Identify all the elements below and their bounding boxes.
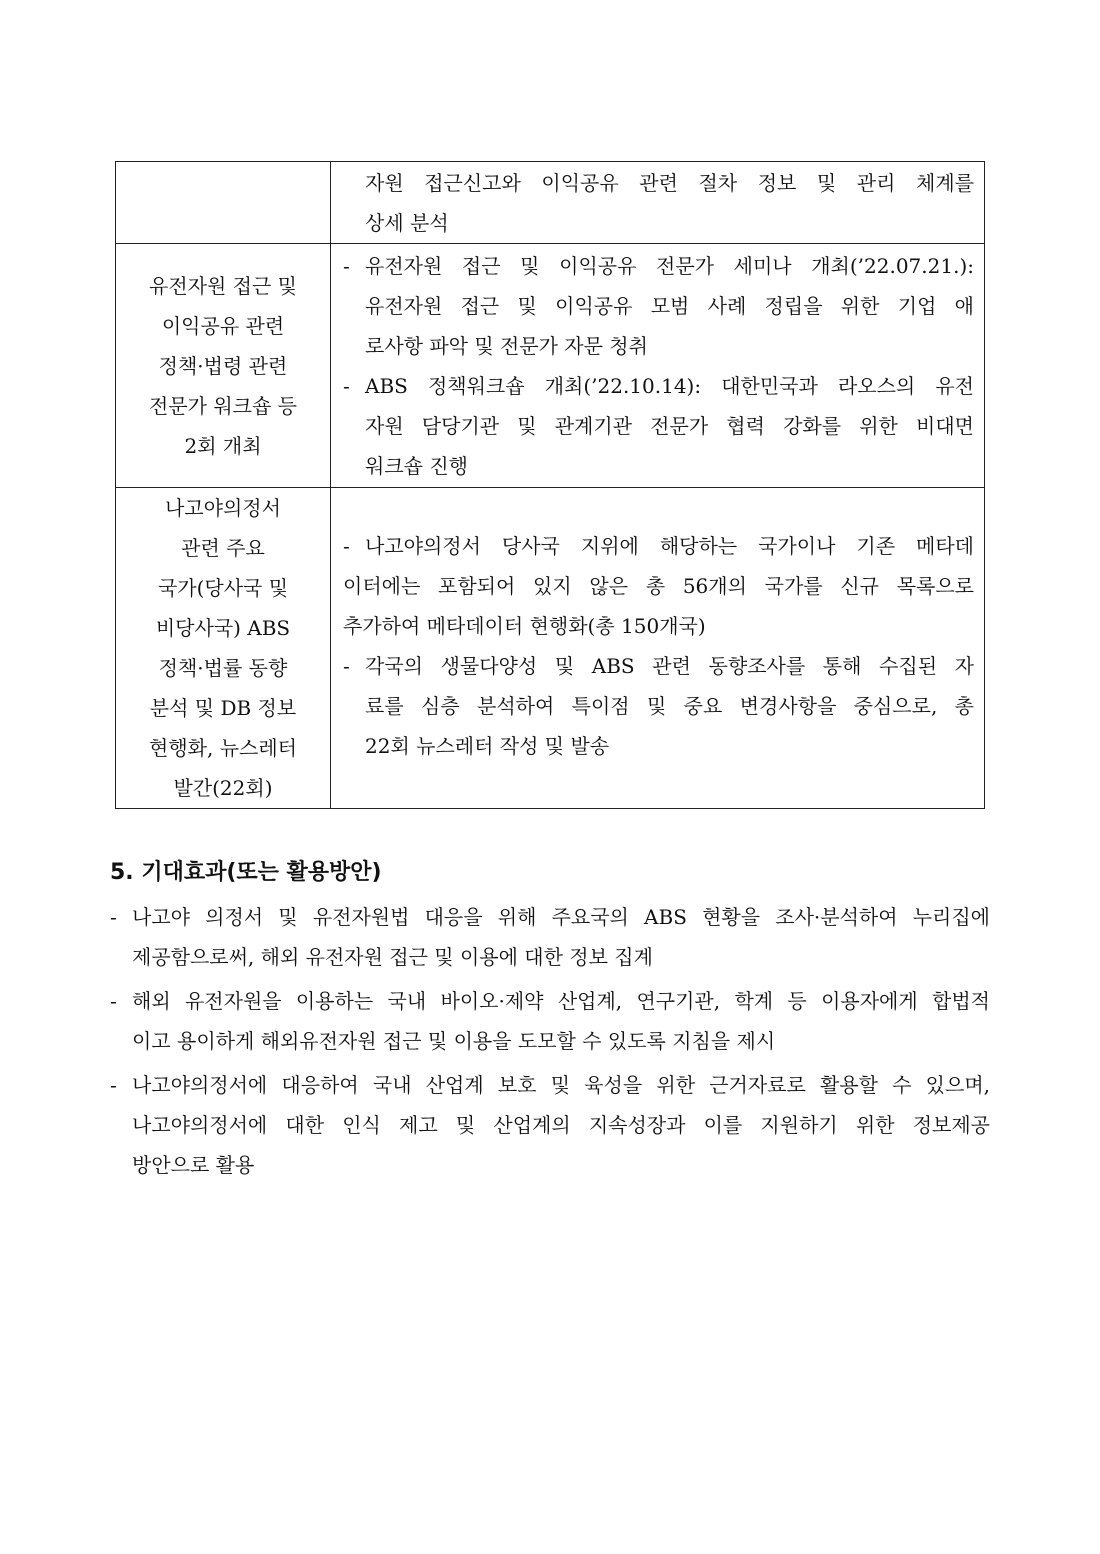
bullet-text: 나고야의정서 당사국 지위에 해당하는 국가이나 기존 메타데 xyxy=(365,534,974,558)
table-right-cell xyxy=(331,162,985,244)
report-table xyxy=(115,161,985,809)
cell-text-line: 유전자원 접근 및 이익공유 모범 사례 정립을 위한 기업 애 xyxy=(365,293,974,318)
bullet-text: 각국의 생물다양성 및 ABS 관련 동향조사를 통해 수집된 자 xyxy=(365,654,974,678)
cell-label-line: 나고야의정서 xyxy=(165,496,281,520)
cell-label-line: 관련 주요 xyxy=(181,536,265,560)
cell-label-line: 현행화, 뉴스레터 xyxy=(149,736,297,760)
list-item xyxy=(110,981,990,1061)
cell-text-line: 추가하여 메타데이터 현행화(총 150개국) xyxy=(343,614,706,638)
cell-label-line: 정책·법률 동향 xyxy=(158,656,288,680)
table-row xyxy=(116,162,985,244)
section-title: 5. 기대효과(또는 활용방안) xyxy=(110,860,382,885)
expected-effects-section xyxy=(110,853,990,1185)
cell-label-line: 2회 개최 xyxy=(184,433,262,458)
table-right-cell xyxy=(331,244,985,488)
list-item-line xyxy=(110,981,990,1021)
cell-text-line: 이터에는 포함되어 있지 않은 총 56개의 국가를 신규 목록으로 xyxy=(343,574,974,598)
list-item xyxy=(110,1065,990,1185)
item-text: 나고야의정서에 대응하여 국내 산업계 보호 및 육성을 위한 근거자료로 활용할 수 있으며, xyxy=(132,1073,990,1097)
table-left-cell xyxy=(116,488,331,809)
dash-marker: - xyxy=(110,905,117,929)
table-right-cell xyxy=(331,488,985,809)
cell-label-line: 유전자원 접근 및 xyxy=(149,273,297,298)
dash-marker: - xyxy=(343,253,350,278)
cell-label-line: 정책·법령 관련 xyxy=(158,353,288,378)
list-item-line: 나고야의정서에 대한 인식 제고 및 산업계의 지속성장과 이를 지원하기 위한 정보제공 xyxy=(132,1113,990,1137)
table-left-cell xyxy=(116,162,331,244)
cell-text-line: 로사항 파악 및 전문가 자문 청취 xyxy=(365,333,648,358)
dash-marker: - xyxy=(343,654,350,678)
cell-text-line: 상세 분석 xyxy=(365,210,449,235)
cell-text-line: 자원 접근신고와 이익공유 관련 절차 정보 및 관리 체계를 xyxy=(365,170,974,195)
cell-label-line: 발간(22회) xyxy=(173,776,273,800)
list-item xyxy=(110,897,990,977)
dash-marker: - xyxy=(110,989,117,1013)
cell-label-line: 분석 및 DB 정보 xyxy=(149,696,297,720)
table-left-cell xyxy=(116,244,331,488)
list-item-line xyxy=(110,1065,990,1105)
cell-text-line: 22회 뉴스레터 작성 및 발송 xyxy=(365,734,610,758)
bullet-text: ABS 정책워크숍 개최(’22.10.14): 대한민국과 라오스의 유전 xyxy=(365,373,974,398)
cell-text-line xyxy=(343,526,974,566)
cell-text-line: 자원 담당기관 및 관계기관 전문가 협력 강화를 위한 비대면 xyxy=(365,413,974,438)
dash-marker: - xyxy=(343,373,350,398)
item-text: 나고야 의정서 및 유전자원법 대응을 위해 주요국의 ABS 현황을 조사·분석하여 누리집에 xyxy=(132,905,990,929)
list-item-line xyxy=(110,897,990,937)
list-item-line: 이고 용이하게 해외유전자원 접근 및 이용을 도모할 수 있도록 지침을 제시 xyxy=(132,1029,776,1053)
cell-label-line: 전문가 워크숍 등 xyxy=(149,393,297,418)
cell-text-line xyxy=(343,246,974,286)
list-item-line: 제공함으로써, 해외 유전자원 접근 및 이용에 대한 정보 집계 xyxy=(132,945,653,969)
cell-text-line xyxy=(343,646,974,686)
cell-text-line: 워크숍 진행 xyxy=(365,453,468,478)
cell-label-line: 국가(당사국 및 xyxy=(157,576,289,600)
list-item-line: 방안으로 활용 xyxy=(132,1153,255,1177)
cell-text-line xyxy=(343,366,974,406)
bullet-text: 유전자원 접근 및 이익공유 전문가 세미나 개최(’22.07.21.): xyxy=(365,253,974,278)
dash-marker: - xyxy=(343,534,350,558)
table-row xyxy=(116,488,985,809)
table-row xyxy=(116,244,985,488)
cell-text-line: 료를 심층 분석하여 특이점 및 중요 변경사항을 중심으로, 총 xyxy=(365,694,974,718)
dash-marker: - xyxy=(110,1073,117,1097)
item-text: 해외 유전자원을 이용하는 국내 바이오·제약 산업계, 연구기관, 학계 등 이용자에게 합법적 xyxy=(132,989,990,1013)
cell-label-line: 이익공유 관련 xyxy=(161,313,285,338)
cell-label-line: 비당사국) ABS xyxy=(155,616,291,640)
